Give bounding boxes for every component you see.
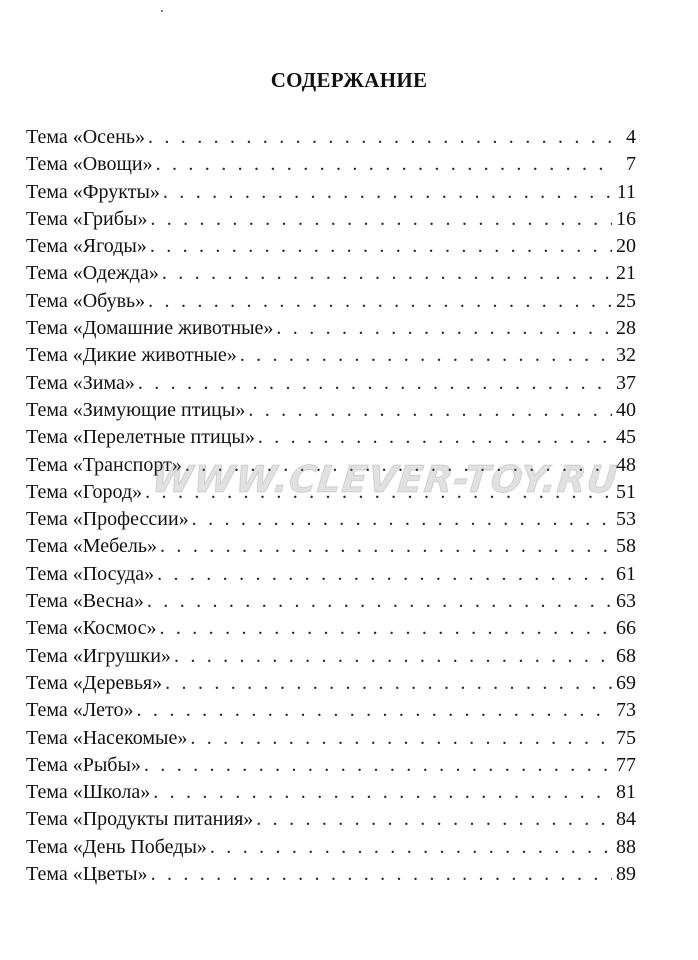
toc-entry [26,424,636,451]
toc-entry [26,561,636,588]
dot-leader [185,452,612,479]
toc-entry [26,397,636,424]
toc-entry-page: 63 [616,590,636,613]
toc-entry [26,861,636,888]
toc-entry-title: Тема «Профессии» [26,508,189,531]
toc-entry-title: Тема «Овощи» [26,153,153,176]
toc-entry-page: 37 [616,371,636,394]
dot-leader [148,288,612,315]
toc-entry-title: Тема «Перелетные птицы» [26,426,255,449]
toc-entry-title: Тема «Цветы» [26,863,148,886]
toc-entry-title: Тема «Грибы» [26,207,148,230]
toc-entry-title: Тема «Рыбы» [26,753,141,776]
toc-entry [26,752,636,779]
toc-entry-page: 58 [616,535,636,558]
dot-leader [157,561,612,588]
dot-leader [256,806,612,833]
toc-entry-title: Тема «Посуда» [26,562,155,585]
toc-entry-page: 11 [616,180,636,203]
toc-entry-title: Тема «Продукты питания» [26,808,254,831]
toc-entry-page: 81 [616,781,636,804]
dot-leader [150,206,612,233]
toc-entry-page: 66 [616,617,636,640]
toc-entry [26,479,636,506]
toc-entry-title: Тема «Школа» [26,781,151,804]
toc-entry [26,206,636,233]
toc-entry-page: 4 [626,126,636,148]
toc-entry-page: 75 [616,726,636,749]
toc-entry [26,260,636,287]
dot-leader [138,370,612,397]
toc-entry [26,370,636,397]
toc-entry-page: 73 [616,699,636,722]
toc-entry [26,670,636,697]
toc-entry [26,342,636,369]
toc-entry-title: Тема «Дикие животные» [26,344,237,367]
toc-entry-title: Тема «Город» [26,480,143,503]
toc-entry-page: 68 [616,644,636,667]
toc-entry [26,179,636,206]
toc-entry [26,315,636,342]
toc-entry-title: Тема «День Победы» [26,835,207,858]
toc-entry-page: 53 [616,508,636,531]
toc-entry-title: Тема «Зима» [26,371,135,394]
toc-entry-page: 28 [616,317,636,340]
toc-entry-page: 51 [616,480,636,503]
dot-leader [163,179,613,206]
toc-entry-page: 16 [616,207,636,230]
dot-leader [148,124,614,151]
toc-entry [26,643,636,670]
toc-entry-title: Тема «Космос» [26,617,157,640]
toc-entry-title: Тема «Лето» [26,699,134,722]
dot-leader [192,506,612,533]
toc-entry [26,588,636,615]
dot-leader [190,725,612,752]
toc-entry [26,151,636,178]
dot-leader [137,697,612,724]
toc-entry-title: Тема «Осень» [26,126,145,148]
toc-entry [26,288,636,315]
toc-entry [26,725,636,752]
dot-leader [210,834,612,861]
toc-entry [26,533,636,560]
toc-entry-page: 21 [616,262,636,285]
toc-entry-title: Тема «Насекомые» [26,726,188,749]
toc-entry-title: Тема «Деревья» [26,671,163,694]
toc-entry-title: Тема «Игрушки» [26,644,171,667]
toc-entry-title: Тема «Домашние животные» [26,317,274,340]
toc-entry-title: Тема «Транспорт» [26,453,182,476]
toc-entry-page: 61 [616,562,636,585]
toc-entry [26,506,636,533]
toc-entry-page: 20 [616,235,636,258]
toc-entry-page: 45 [616,426,636,449]
toc-entry [26,697,636,724]
dot-leader [156,151,614,178]
dot-leader [248,397,612,424]
dot-leader [147,588,612,615]
dot-leader [144,752,612,779]
toc-entry-title: Тема «Зимующие птицы» [26,398,246,421]
page-title: СОДЕРЖАНИЕ [270,68,428,92]
toc-entry-page: 48 [616,453,636,476]
toc-entry-title: Тема «Ягоды» [26,235,147,258]
toc-entry-title: Тема «Обувь» [26,289,146,312]
toc-entry [26,452,636,479]
toc-entry-page: 40 [616,398,636,421]
watermark: WWW.CLEVER-TOY.RU [149,458,621,501]
toc-entry [26,806,636,833]
toc-entry-title: Тема «Фрукты» [26,180,160,203]
dot-leader [151,861,612,888]
table-of-contents [26,124,636,888]
toc-entry [26,834,636,861]
toc-entry-title: Тема «Весна» [26,590,144,613]
dot-leader [145,479,612,506]
toc-entry-title: Тема «Мебель» [26,535,158,558]
dot-leader [174,643,612,670]
toc-entry [26,615,636,642]
dot-leader [258,424,612,451]
dot-leader [159,615,612,642]
dot-leader [153,779,612,806]
toc-entry-page: 88 [616,835,636,858]
dot-leader [162,260,612,287]
scan-speck [161,10,163,12]
toc-entry-page: 7 [626,153,636,176]
toc-entry-page: 77 [616,753,636,776]
dot-leader [240,342,612,369]
toc-entry-title: Тема «Одежда» [26,262,159,285]
toc-entry-page: 69 [616,671,636,694]
dot-leader [276,315,612,342]
dot-leader [150,233,612,260]
toc-entry [26,779,636,806]
toc-entry-page: 89 [616,863,636,886]
toc-entry [26,124,636,151]
toc-entry-page: 25 [616,289,636,312]
dot-leader [160,533,612,560]
toc-entry-page: 32 [616,344,636,367]
toc-entry [26,233,636,260]
dot-leader [165,670,612,697]
toc-entry-page: 84 [616,808,636,831]
